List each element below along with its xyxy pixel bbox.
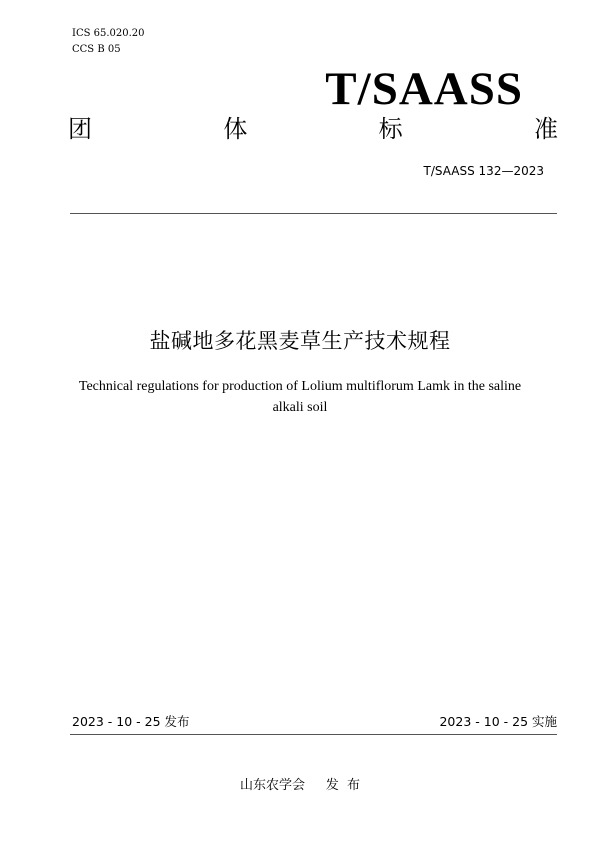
- doc-type-char: 体: [223, 115, 248, 143]
- doc-type-char: 准: [533, 115, 558, 143]
- issue-date: 2023 - 10 - 25 发布: [72, 714, 190, 729]
- publisher: 山东农学会 发 布: [240, 778, 360, 793]
- ics-code: ICS 65.020.20: [72, 28, 145, 39]
- doc-type-char: 标: [378, 115, 403, 143]
- header-divider: [70, 213, 557, 214]
- title-english: Technical regulations for production of Lolium multiflorum Lamk in the saline alkali soil: [78, 379, 522, 415]
- document-number: T/SAASS 132—2023: [423, 164, 544, 178]
- implementation-date: 2023 - 10 - 25 实施: [439, 714, 557, 729]
- footer-divider: [70, 734, 557, 735]
- title-chinese: 盐碱地多花黑麦草生产技术规程: [149, 329, 451, 353]
- document-type-heading: [68, 114, 558, 144]
- ccs-code: CCS B 05: [72, 44, 121, 55]
- standard-logo: T/SAASS: [325, 63, 523, 115]
- doc-type-char: 团: [68, 115, 92, 143]
